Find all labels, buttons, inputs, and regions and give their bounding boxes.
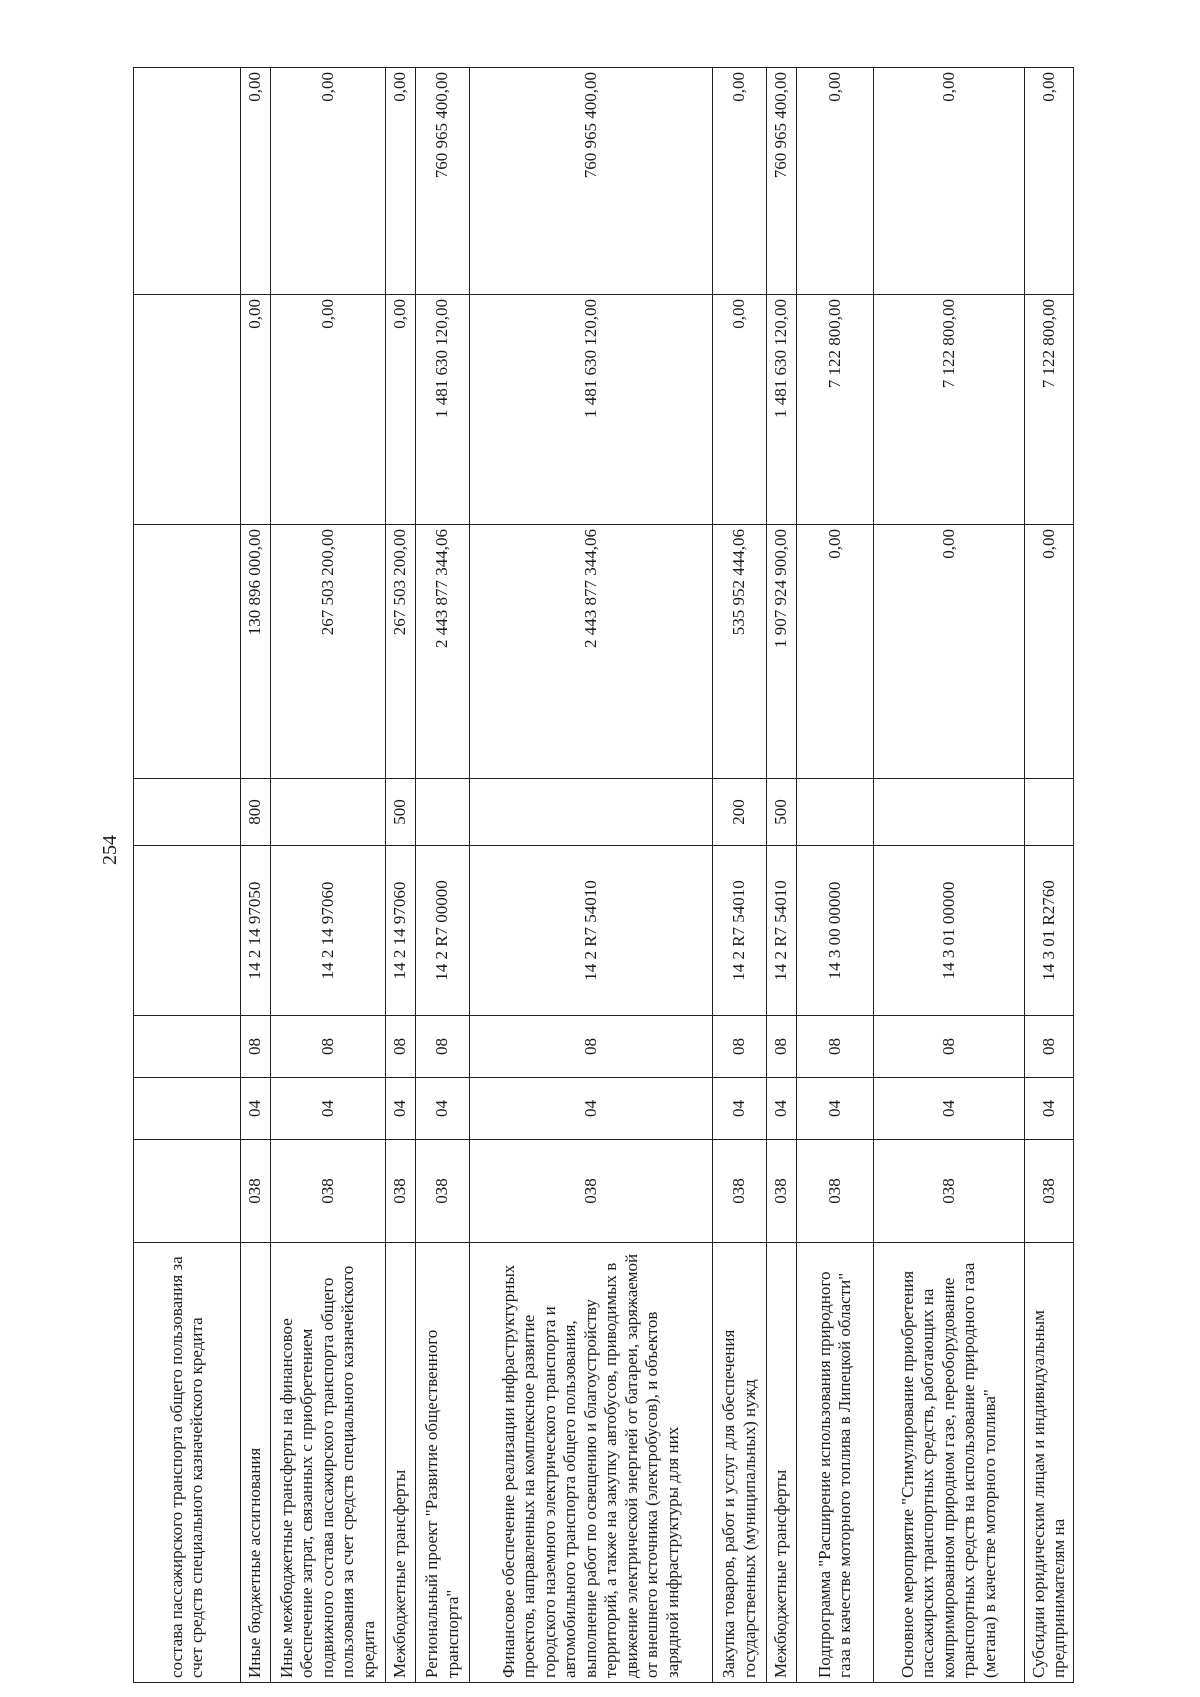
target-article-code: 14 3 01 00000 bbox=[874, 846, 1025, 1016]
subsection-code: 08 bbox=[416, 1016, 470, 1078]
item-name: Региональный проект "Развитие общественного транспорта" bbox=[416, 1243, 470, 1683]
table-row bbox=[874, 68, 1025, 1683]
target-article-code: 14 2 14 97060 bbox=[386, 846, 416, 1016]
subsection-code: 08 bbox=[874, 1016, 1025, 1078]
section-code: 04 bbox=[271, 1078, 386, 1140]
target-article-code bbox=[134, 846, 241, 1016]
table-row bbox=[713, 68, 767, 1683]
expense-type-code: 500 bbox=[386, 779, 416, 846]
amount-year-1: 2 443 877 344,06 bbox=[416, 525, 470, 779]
item-name: Основное мероприятие "Стимулирование приобретения пассажирских транспортных средств, работающих на компримированном природном газе, переоборудование транспортных средств на использование природного газа (метана) в качестве моторного топлива" bbox=[874, 1243, 1025, 1683]
subsection-code: 08 bbox=[386, 1016, 416, 1078]
target-article-code: 14 2 R7 54010 bbox=[470, 846, 713, 1016]
grbs-code: 038 bbox=[470, 1140, 713, 1243]
rotated-budget-table bbox=[133, 68, 1073, 1683]
amount-year-1: 0,00 bbox=[797, 525, 874, 779]
item-name: Подпрограмма "Расширение использования природного газа в качестве моторного топлива в Липецкой области" bbox=[797, 1243, 874, 1683]
target-article-code: 14 2 R7 00000 bbox=[416, 846, 470, 1016]
amount-year-3: 760 965 400,00 bbox=[767, 68, 797, 295]
table-row bbox=[797, 68, 874, 1683]
section-code: 04 bbox=[767, 1078, 797, 1140]
amount-year-3: 0,00 bbox=[271, 68, 386, 295]
expense-type-code bbox=[416, 779, 470, 846]
grbs-code bbox=[134, 1140, 241, 1243]
section-code: 04 bbox=[386, 1078, 416, 1140]
item-name: Финансовое обеспечение реализации инфраструктурных проектов, направленных на комплексное развитие городского наземного электрического транспорта и автомобильного транспорта общего пользования, выполнение работ по освещению и благоустройству территорий, а также на закупку автобусов, приводимых в движение электрической энергией от батареи, заряжаемой от внешнего источника (электробусов), и объектов зарядной инфраструктуры для них bbox=[470, 1243, 713, 1683]
subsection-code: 08 bbox=[271, 1016, 386, 1078]
page-number: 254 bbox=[99, 835, 121, 865]
subsection-code: 08 bbox=[241, 1016, 271, 1078]
expense-type-code: 500 bbox=[767, 779, 797, 846]
subsection-code: 08 bbox=[713, 1016, 767, 1078]
table-row bbox=[416, 68, 470, 1683]
amount-year-3: 760 965 400,00 bbox=[470, 68, 713, 295]
amount-year-3: 0,00 bbox=[241, 68, 271, 295]
grbs-code: 038 bbox=[416, 1140, 470, 1243]
amount-year-1: 535 952 444,06 bbox=[713, 525, 767, 779]
amount-year-1: 2 443 877 344,06 bbox=[470, 525, 713, 779]
amount-year-2: 1 481 630 120,00 bbox=[470, 295, 713, 525]
grbs-code: 038 bbox=[797, 1140, 874, 1243]
amount-year-1: 130 896 000,00 bbox=[241, 525, 271, 779]
grbs-code: 038 bbox=[874, 1140, 1025, 1243]
item-name: Субсидии юридическим лицам и индивидуальным предпринимателям на bbox=[1025, 1243, 1074, 1683]
expense-type-code bbox=[134, 779, 241, 846]
subsection-code: 08 bbox=[1025, 1016, 1074, 1078]
grbs-code: 038 bbox=[271, 1140, 386, 1243]
subsection-code bbox=[134, 1016, 241, 1078]
amount-year-3: 0,00 bbox=[1025, 68, 1074, 295]
amount-year-1: 0,00 bbox=[874, 525, 1025, 779]
table-body bbox=[134, 68, 1074, 1683]
amount-year-2: 0,00 bbox=[713, 295, 767, 525]
amount-year-1 bbox=[134, 525, 241, 779]
amount-year-1: 267 503 200,00 bbox=[271, 525, 386, 779]
amount-year-2: 1 481 630 120,00 bbox=[767, 295, 797, 525]
item-name: Межбюджетные трансферты bbox=[386, 1243, 416, 1683]
amount-year-1: 267 503 200,00 bbox=[386, 525, 416, 779]
table-row bbox=[767, 68, 797, 1683]
table-row bbox=[241, 68, 271, 1683]
item-name: Межбюджетные трансферты bbox=[767, 1243, 797, 1683]
budget-table bbox=[133, 67, 1074, 1683]
item-name: Иные межбюджетные трансферты на финансовое обеспечение затрат, связанных с приобретением подвижного состава пассажирского транспорта общего пользования за счет средств специального казначейского кредита bbox=[271, 1243, 386, 1683]
table-row bbox=[134, 68, 241, 1683]
amount-year-3: 0,00 bbox=[386, 68, 416, 295]
amount-year-3: 0,00 bbox=[797, 68, 874, 295]
section-code: 04 bbox=[241, 1078, 271, 1140]
expense-type-code bbox=[470, 779, 713, 846]
section-code: 04 bbox=[874, 1078, 1025, 1140]
amount-year-2: 7 122 800,00 bbox=[797, 295, 874, 525]
expense-type-code: 200 bbox=[713, 779, 767, 846]
grbs-code: 038 bbox=[386, 1140, 416, 1243]
expense-type-code: 800 bbox=[241, 779, 271, 846]
amount-year-2 bbox=[134, 295, 241, 525]
table-row bbox=[1025, 68, 1074, 1683]
target-article-code: 14 2 14 97050 bbox=[241, 846, 271, 1016]
amount-year-3 bbox=[134, 68, 241, 295]
amount-year-1: 1 907 924 900,00 bbox=[767, 525, 797, 779]
section-code: 04 bbox=[1025, 1078, 1074, 1140]
amount-year-2: 1 481 630 120,00 bbox=[416, 295, 470, 525]
expense-type-code bbox=[1025, 779, 1074, 846]
grbs-code: 038 bbox=[767, 1140, 797, 1243]
amount-year-2: 7 122 800,00 bbox=[1025, 295, 1074, 525]
table-row bbox=[271, 68, 386, 1683]
expense-type-code bbox=[797, 779, 874, 846]
table-row bbox=[386, 68, 416, 1683]
target-article-code: 14 2 14 97060 bbox=[271, 846, 386, 1016]
amount-year-3: 0,00 bbox=[713, 68, 767, 295]
table-row bbox=[470, 68, 713, 1683]
expense-type-code bbox=[874, 779, 1025, 846]
amount-year-2: 7 122 800,00 bbox=[874, 295, 1025, 525]
grbs-code: 038 bbox=[713, 1140, 767, 1243]
subsection-code: 08 bbox=[767, 1016, 797, 1078]
target-article-code: 14 2 R7 54010 bbox=[767, 846, 797, 1016]
item-name: Иные бюджетные ассигнования bbox=[241, 1243, 271, 1683]
grbs-code: 038 bbox=[241, 1140, 271, 1243]
target-article-code: 14 2 R7 54010 bbox=[713, 846, 767, 1016]
target-article-code: 14 3 00 00000 bbox=[797, 846, 874, 1016]
amount-year-3: 760 965 400,00 bbox=[416, 68, 470, 295]
section-code bbox=[134, 1078, 241, 1140]
item-name: Закупка товаров, работ и услуг для обеспечения государственных (муниципальных) нужд bbox=[713, 1243, 767, 1683]
expense-type-code bbox=[271, 779, 386, 846]
amount-year-3: 0,00 bbox=[874, 68, 1025, 295]
section-code: 04 bbox=[416, 1078, 470, 1140]
section-code: 04 bbox=[713, 1078, 767, 1140]
amount-year-2: 0,00 bbox=[271, 295, 386, 525]
amount-year-2: 0,00 bbox=[386, 295, 416, 525]
item-name: состава пассажирского транспорта общего пользования за счет средств специального казначейского кредита bbox=[134, 1243, 241, 1683]
target-article-code: 14 3 01 R2760 bbox=[1025, 846, 1074, 1016]
section-code: 04 bbox=[470, 1078, 713, 1140]
subsection-code: 08 bbox=[797, 1016, 874, 1078]
grbs-code: 038 bbox=[1025, 1140, 1074, 1243]
subsection-code: 08 bbox=[470, 1016, 713, 1078]
amount-year-1: 0,00 bbox=[1025, 525, 1074, 779]
section-code: 04 bbox=[797, 1078, 874, 1140]
amount-year-2: 0,00 bbox=[241, 295, 271, 525]
